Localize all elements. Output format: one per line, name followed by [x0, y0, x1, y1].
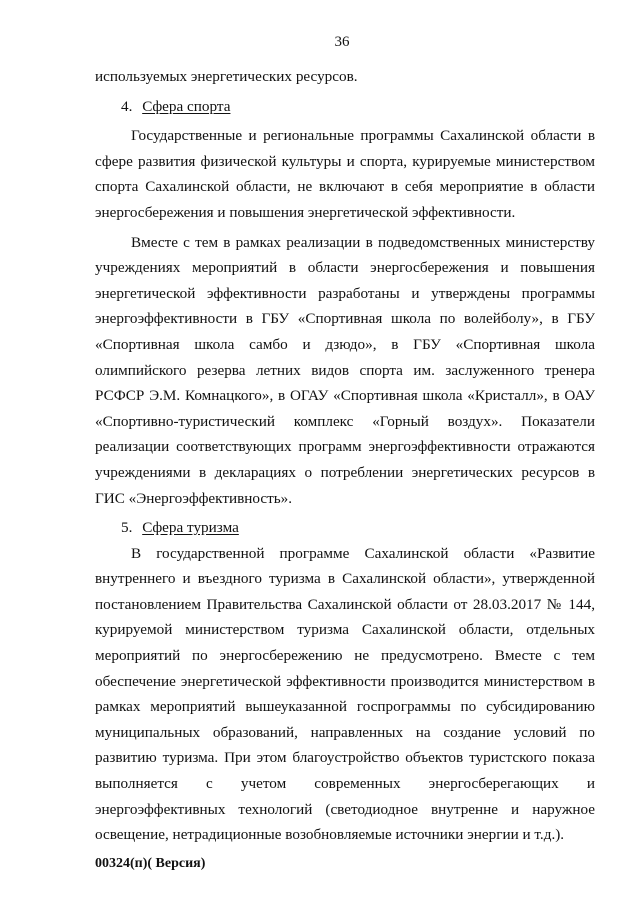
section-4-paragraph-1: Государственные и региональные программы Сахалинской области в сфере развития физической культуры и спорта, курируемые министерством спорта Сахалинской области, не включают в себя мероприятие в области энергосбережения и повышения энергетической эффективности. — [95, 127, 595, 221]
section-4-paragraph-2: Вместе с тем в рамках реализации в подведомственных министерству учреждениях мероприятий в области энергосбережения и повышения энергетической эффективности разработаны и утверждены программы энергоэффективности в ГБУ «Спортивная школа по волейболу», в ГБУ «Спортивная школа самбо и дзюдо», в ГБУ «Спортивная школа олимпийского резерва летних видов спорта им. заслуженного тренера РСФСР Э.М. Комнацкого», в ОГАУ «Спортивная школа «Кристалл», в ОАУ «Спортивно-туристический комплекс «Горный воздух». Показатели реализации соответствующих программ энергоэффективности отражаются учреждениями в декларациях о потреблении энергетических ресурсов в ГИС «Энергоэффективность». — [95, 233, 595, 507]
document-body — [95, 64, 595, 848]
page-number: 36 — [334, 34, 350, 50]
document-footer-code: 00324(п)( Версия) — [95, 856, 206, 871]
section-4-number: 4. — [121, 97, 133, 115]
section-4-title: Сфера спорта — [142, 97, 231, 115]
section-5-number: 5. — [121, 519, 133, 537]
section-5-heading — [95, 515, 595, 541]
section-4-heading — [95, 94, 595, 120]
section-5-title: Сфера туризма — [142, 519, 239, 537]
section-5-paragraph-1: В государственной программе Сахалинской области «Развитие внутреннего и въездного туризма в Сахалинской области», утвержденной постановлением Правительства Сахалинской области от 28.03.2017 № 144, курируемой министерством туризма Сахалинской области, отдельных мероприятий по энергосбережению не предусмотрено. Вместе с тем обеспечение энергетической эффективности производится министерством в рамках мероприятий вышеуказанной госпрограммы по субсидированию муниципальных образований, направленных на создание условий по развитию туризма. При этом благоустройство объектов туристского показа выполняется с учетом современных энергосберегающих и энергоэффективных технологий (светодиодное внутренне и наружное освещение, нетрадиционные возобновляемые источники энергии и т.д.). — [95, 544, 595, 844]
intro-line: используемых энергетических ресурсов. — [95, 68, 358, 85]
